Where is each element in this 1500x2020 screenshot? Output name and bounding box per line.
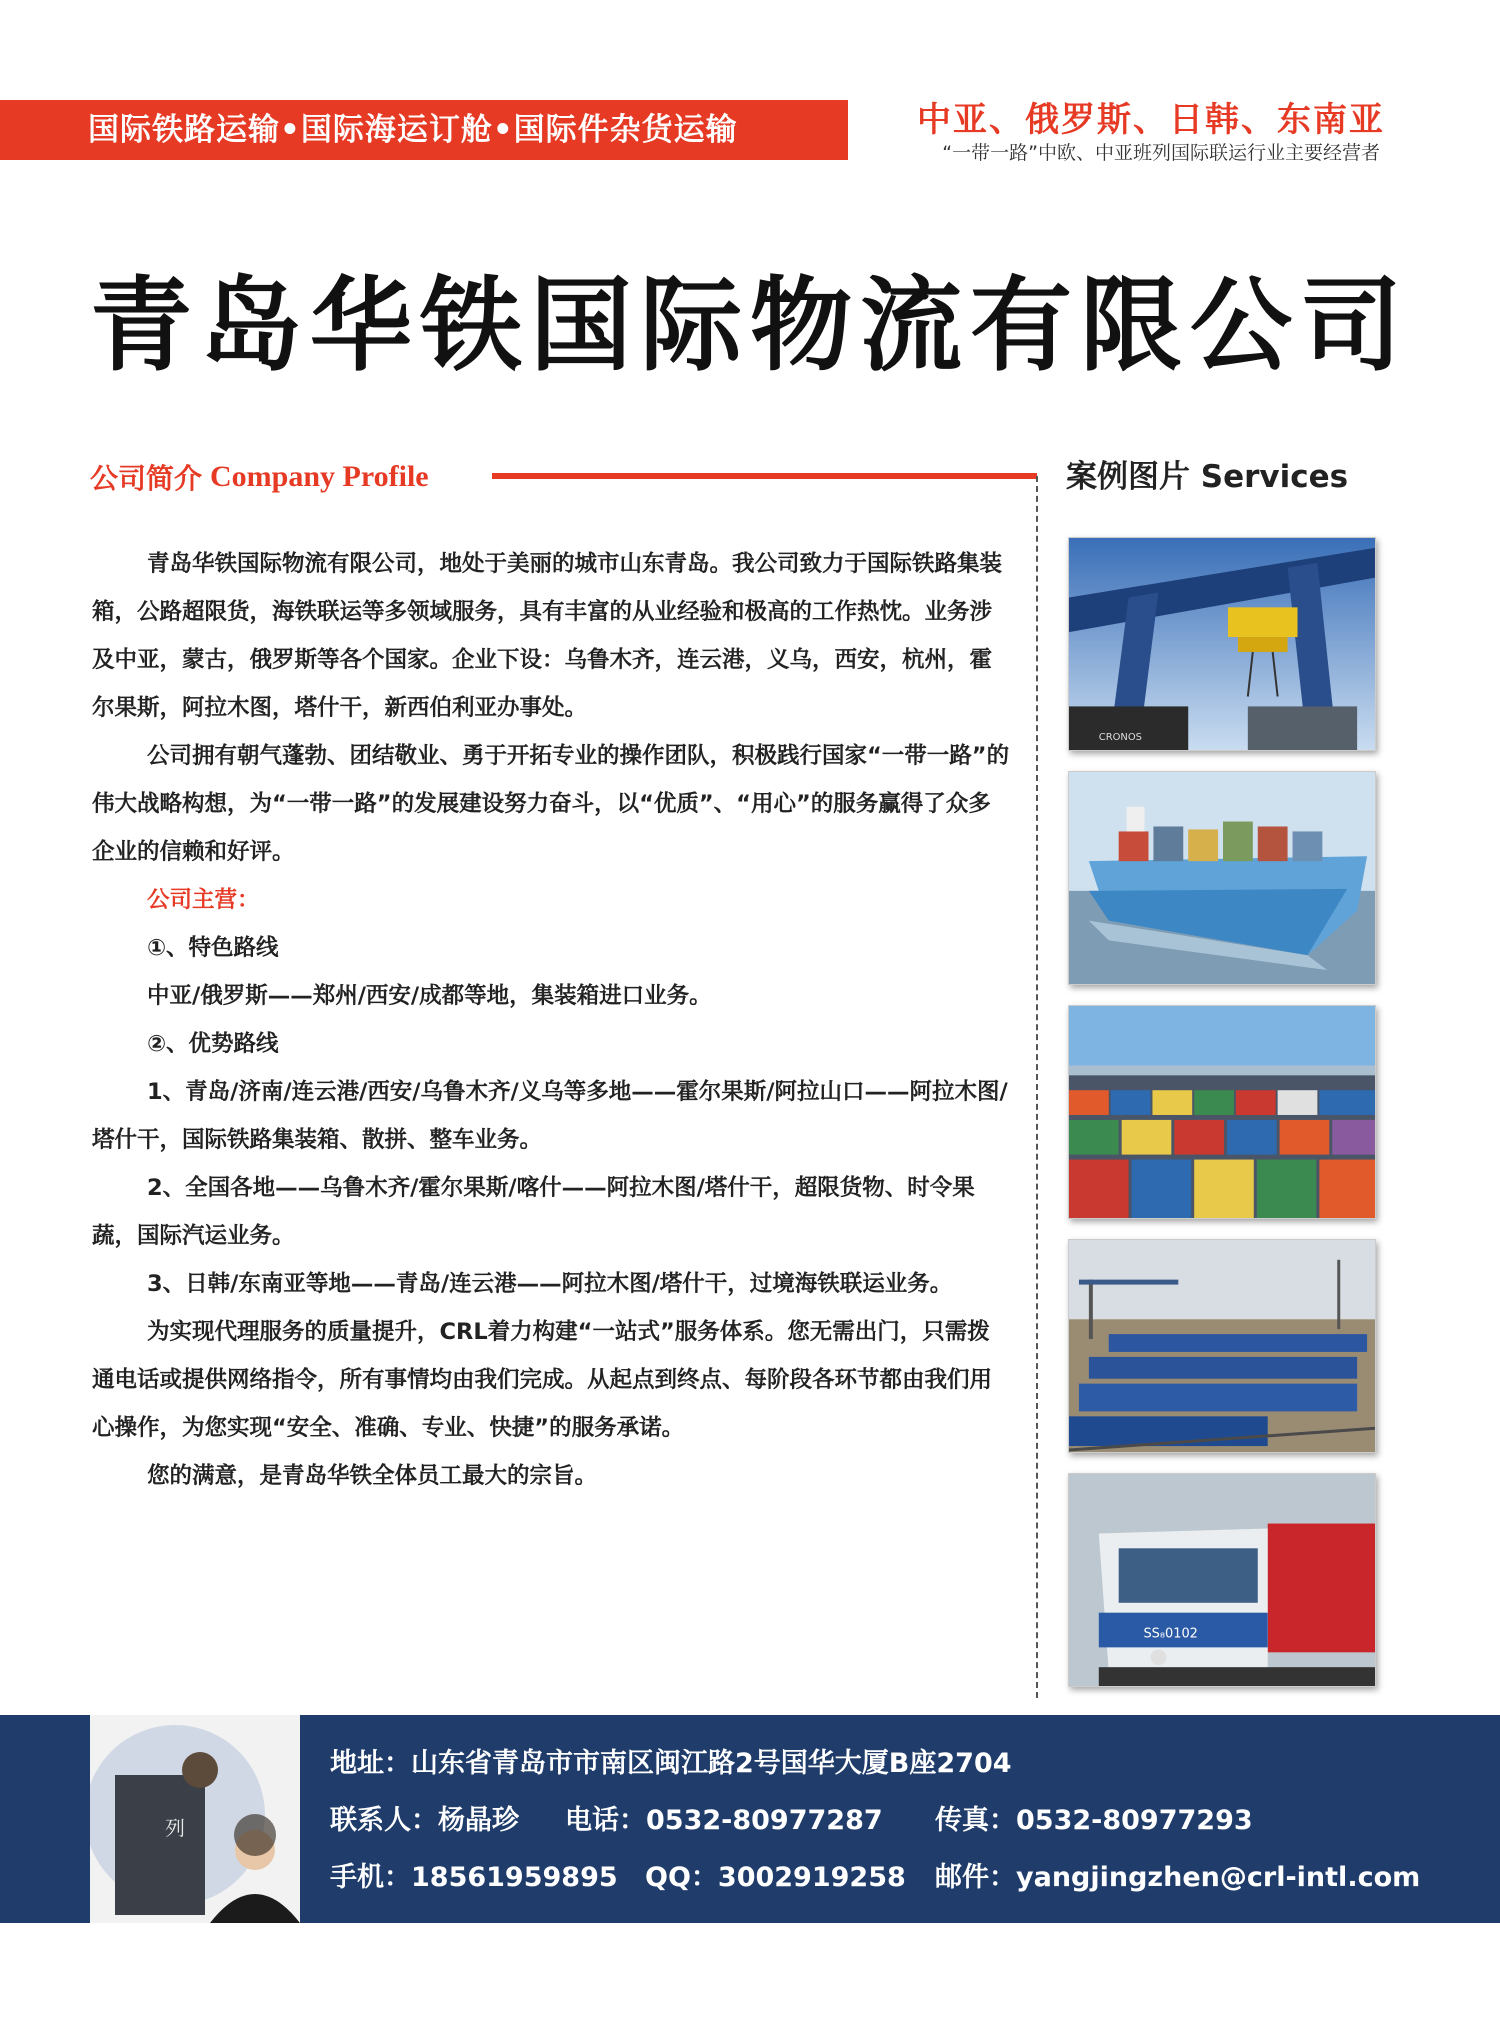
email: 邮件：yangjingzhen@crl-intl.com (935, 1862, 1421, 1893)
qq: QQ：3002919258 (645, 1862, 906, 1893)
footer-photo-glyph: 列 (165, 1816, 185, 1840)
locomotive-number-text: SS₈0102 (1143, 1626, 1198, 1642)
fax: 传真：0532-80977293 (935, 1805, 1253, 1836)
profile-header-en: Company Profile (210, 460, 429, 493)
container-ship-photo (1068, 771, 1376, 985)
profile-paragraph-1: 青岛华铁国际物流有限公司，地处于美丽的城市山东青岛。我公司致力于国际铁路集装箱，公路超限货，海铁联运等多领域服务，具有丰富的从业经验和极高的工作热忱。业务涉及中亚，蒙古，俄罗斯等各个国家。企业下设：乌鲁木齐，连云港，义乌，西安，杭州，霍尔果斯，阿拉木图，塔什干，新西伯利亚办事处。 (92, 551, 1003, 721)
profile-header (90, 455, 429, 499)
contact-info (330, 1735, 1450, 1906)
container-yard-photo (1068, 1005, 1376, 1219)
route2-item-3: 3、日韩/东南亚等地——青岛/连云港——阿拉木图/塔什干，过境海铁联运业务。 (147, 1271, 953, 1297)
address: 地址：山东省青岛市市南区闽江路2号国华大厦B座2704 (330, 1748, 1012, 1779)
profile-rule (492, 473, 1037, 479)
mobile: 手机：18561959895 (330, 1862, 618, 1893)
profile-body (92, 540, 1010, 1500)
top-banner (0, 100, 848, 160)
service-photos (1068, 537, 1376, 1707)
services-slogan: 国际铁路运输•国际海运订舱•国际件杂货运输 (88, 112, 738, 148)
main-business-label: 公司主营： (147, 887, 260, 913)
closing-paragraph-1: 为实现代理服务的质量提升，CRL着力构建“一站式”服务体系。您无需出门，只需拨通电话或提供网络指令，所有事情均由我们完成。从起点到终点、每阶段各环节都由我们用心操作，为您实现“安全、准确、专业、快捷”的服务承诺。 (92, 1319, 993, 1441)
regions-heading: 中亚、俄罗斯、日韩、东南亚 (917, 100, 1385, 140)
rail-yard-photo (1068, 1239, 1376, 1453)
profile-paragraph-2: 公司拥有朝气蓬勃、团结敬业、勇于开拓专业的操作团队，积极践行国家“一带一路”的伟大战略构想，为“一带一路”的发展建设努力奋斗，以“优质”、“用心”的服务赢得了众多企业的信赖和好评。 (92, 743, 1010, 865)
route2-item-2: 2、全国各地——乌鲁木齐/霍尔果斯/喀什——阿拉木图/塔什干，超限货物、时令果蔬，国际汽运业务。 (92, 1175, 975, 1249)
route2-title: ②、优势路线 (147, 1031, 279, 1057)
regions-subtitle: “一带一路”中欧、中亚班列国际联运行业主要经营者 (942, 142, 1380, 164)
route2-item-1: 1、青岛/济南/连云港/西安/乌鲁木齐/义乌等多地——霍尔果斯/阿拉山口——阿拉木图/塔什干，国际铁路集装箱、散拼、整车业务。 (92, 1079, 1008, 1153)
services-header: 案例图片 Services (1066, 459, 1349, 495)
profile-header-cn: 公司简介 (90, 462, 203, 495)
route1-title: ①、特色路线 (147, 935, 279, 961)
locomotive-photo (1068, 1473, 1376, 1687)
closing-paragraph-2: 您的满意，是青岛华铁全体员工最大的宗旨。 (147, 1463, 598, 1489)
phone: 电话：0532-80977287 (565, 1805, 883, 1836)
gantry-crane-photo (1068, 537, 1376, 751)
contact-person: 联系人：杨晶珍 (330, 1805, 519, 1836)
contact-photo (90, 1715, 300, 1923)
route1-text: 中亚/俄罗斯——郑州/西安/成都等地，集装箱进口业务。 (147, 983, 712, 1009)
column-divider (1036, 476, 1038, 1698)
company-title: 青岛华铁国际物流有限公司 (90, 267, 1410, 386)
crane-brand-text: CRONOS (1098, 732, 1142, 744)
